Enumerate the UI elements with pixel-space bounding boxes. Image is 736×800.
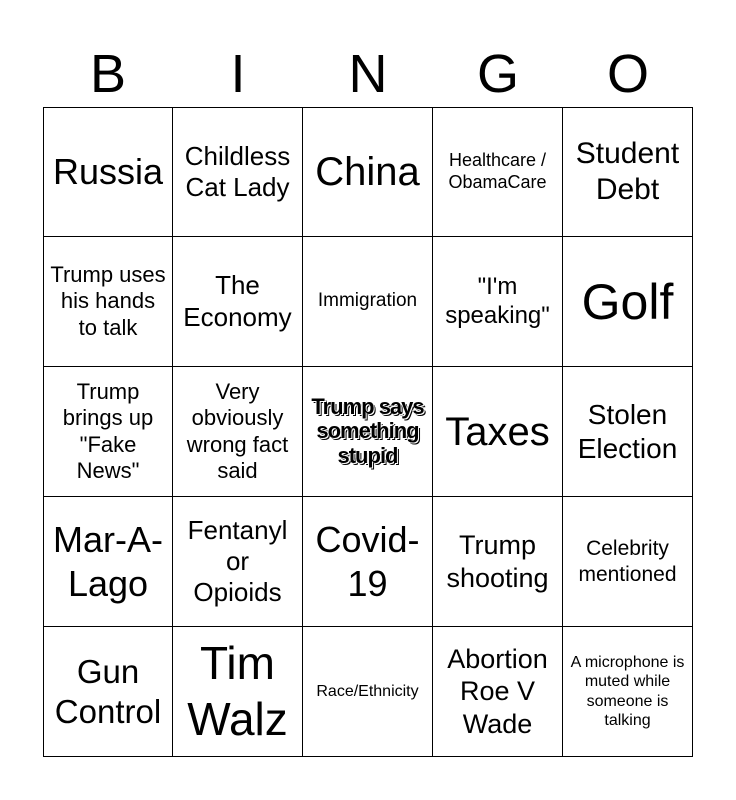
bingo-cell[interactable]: Fentanyl or Opioids [173,497,303,627]
bingo-cell[interactable]: Immigration [303,237,433,367]
bingo-cell[interactable]: Mar-A-Lago [43,497,173,627]
bingo-cell[interactable]: A microphone is muted while someone is talking [563,627,693,757]
header-letter-g: G [476,44,519,104]
bingo-cell[interactable]: Taxes [433,367,563,497]
bingo-cell[interactable]: Tim Walz [173,627,303,757]
bingo-cell[interactable]: "I'm speaking" [433,237,563,367]
bingo-cell[interactable]: Trump uses his hands to talk [43,237,173,367]
header-letter-o: O [606,44,649,104]
bingo-cell[interactable]: Golf [563,237,693,367]
header-letter-n: N [348,44,388,104]
bingo-cell[interactable]: Race/Ethnicity [303,627,433,757]
bingo-cell[interactable]: Covid-19 [303,497,433,627]
bingo-header [43,44,693,104]
bingo-cell[interactable]: Abortion Roe V Wade [433,627,563,757]
bingo-cell[interactable]: Student Debt [563,107,693,237]
bingo-cell[interactable]: China [303,107,433,237]
header-letter-i: I [230,44,246,104]
bingo-cell[interactable]: Trump shooting [433,497,563,627]
bingo-cell[interactable]: Gun Control [43,627,173,757]
bingo-cell[interactable]: Trump brings up "Fake News" [43,367,173,497]
free-space-cell[interactable]: Trump says something stupid [303,367,433,497]
bingo-cell[interactable]: Stolen Election [563,367,693,497]
bingo-card-grid [43,107,693,757]
bingo-cell[interactable]: The Economy [173,237,303,367]
bingo-cell[interactable]: Russia [43,107,173,237]
bingo-cell[interactable]: Healthcare / ObamaCare [433,107,563,237]
header-letter-b: B [89,44,127,104]
bingo-cell[interactable]: Childless Cat Lady [173,107,303,237]
bingo-cell[interactable]: Celebrity mentioned [563,497,693,627]
bingo-cell[interactable]: Very obviously wrong fact said [173,367,303,497]
